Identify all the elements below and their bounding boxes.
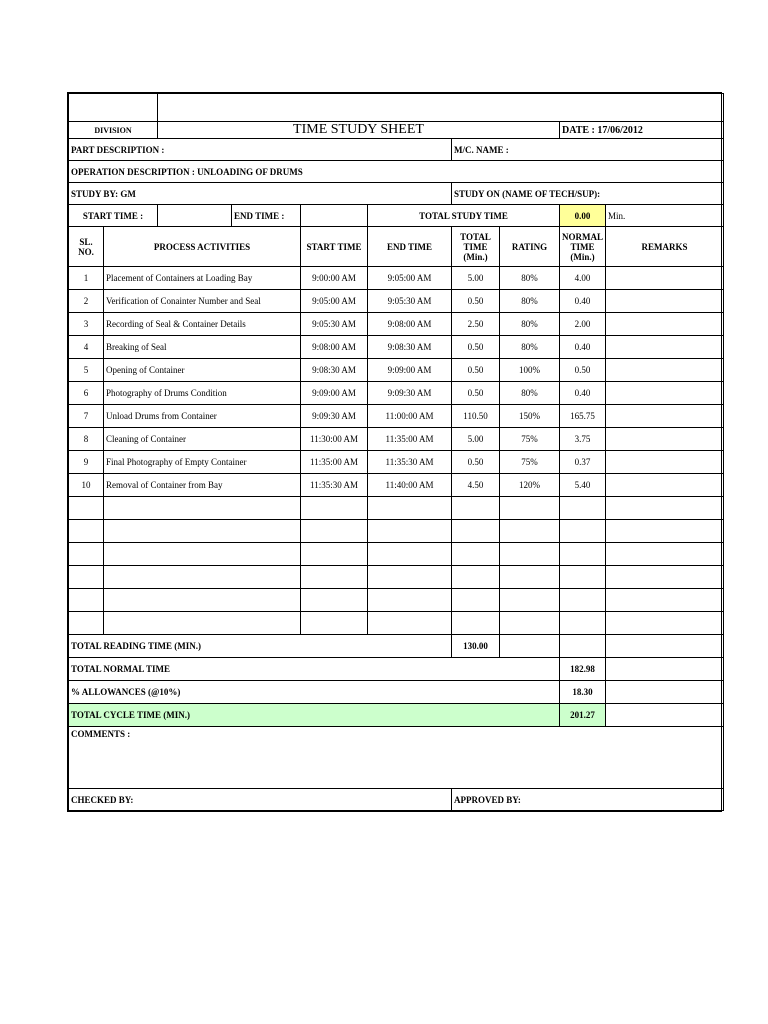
row-start: 11:35:30 AM — [301, 474, 368, 497]
start-time-value — [158, 205, 232, 227]
row-remarks — [606, 313, 724, 336]
row-total: 4.50 — [452, 474, 500, 497]
row-start: 9:00:00 AM — [301, 267, 368, 290]
row-normal: 165.75 — [560, 405, 606, 428]
column-header-row — [69, 227, 724, 267]
row-activity: Final Photography of Empty Container — [104, 451, 301, 474]
row-normal: 0.40 — [560, 290, 606, 313]
row-activity: Verification of Conainter Number and Seal — [104, 290, 301, 313]
row-normal: 4.00 — [560, 267, 606, 290]
row-start: 11:30:00 AM — [301, 428, 368, 451]
row-rating: 100% — [500, 359, 560, 382]
table-row — [69, 405, 724, 428]
row-sl: 5 — [69, 359, 104, 382]
comments-field: COMMENTS : — [69, 727, 724, 789]
allowance-value: 18.30 — [560, 681, 606, 704]
row-remarks — [606, 336, 724, 359]
row-remarks — [606, 359, 724, 382]
total-normal-row — [69, 658, 724, 681]
row-sl: 4 — [69, 336, 104, 359]
row-normal: 2.00 — [560, 313, 606, 336]
row-sl: 2 — [69, 290, 104, 313]
row-normal: 0.37 — [560, 451, 606, 474]
cycle-time-label: TOTAL CYCLE TIME (MIN.) — [69, 704, 560, 727]
row-sl: 6 — [69, 382, 104, 405]
col-start: START TIME — [301, 227, 368, 267]
study-by: STUDY BY: GM — [69, 183, 452, 205]
row-start: 9:05:30 AM — [301, 313, 368, 336]
row-normal: 5.40 — [560, 474, 606, 497]
empty-row — [69, 589, 724, 612]
total-study-time-unit: Min. — [606, 205, 724, 227]
row-end: 11:35:30 AM — [368, 451, 452, 474]
table-row — [69, 451, 724, 474]
row-start: 9:05:00 AM — [301, 290, 368, 313]
empty-row — [69, 520, 724, 543]
row-sl: 3 — [69, 313, 104, 336]
row-total: 0.50 — [452, 451, 500, 474]
row-sl: 9 — [69, 451, 104, 474]
col-rating: RATING — [500, 227, 560, 267]
row-remarks — [606, 290, 724, 313]
total-reading-label: TOTAL READING TIME (MIN.) — [69, 635, 452, 658]
col-process: PROCESS ACTIVITIES — [104, 227, 301, 267]
end-time-label: END TIME : — [232, 205, 301, 227]
row-rating: 75% — [500, 428, 560, 451]
row-remarks — [606, 451, 724, 474]
row-remarks — [606, 382, 724, 405]
row-end: 11:00:00 AM — [368, 405, 452, 428]
part-description: PART DESCRIPTION : — [69, 139, 452, 161]
cycle-time-value: 201.27 — [560, 704, 606, 727]
row-end: 11:40:00 AM — [368, 474, 452, 497]
row-activity: Cleaning of Container — [104, 428, 301, 451]
row-sl: 10 — [69, 474, 104, 497]
row-remarks — [606, 474, 724, 497]
row-end: 11:35:00 AM — [368, 428, 452, 451]
table-row — [69, 267, 724, 290]
row-end: 9:09:30 AM — [368, 382, 452, 405]
cycle-time-row — [69, 704, 724, 727]
table-row — [69, 382, 724, 405]
row-remarks — [606, 405, 724, 428]
row-remarks — [606, 428, 724, 451]
row-sl: 7 — [69, 405, 104, 428]
row-rating: 80% — [500, 290, 560, 313]
row-normal: 0.40 — [560, 382, 606, 405]
division-label: DIVISION — [69, 122, 158, 139]
row-end: 9:09:00 AM — [368, 359, 452, 382]
row-start: 9:08:00 AM — [301, 336, 368, 359]
empty-row — [69, 497, 724, 520]
row-sl: 8 — [69, 428, 104, 451]
checked-by: CHECKED BY: — [69, 789, 452, 811]
start-time-label: START TIME : — [69, 205, 158, 227]
table-row — [69, 336, 724, 359]
col-remarks: REMARKS — [606, 227, 724, 267]
row-end: 9:05:30 AM — [368, 290, 452, 313]
row-total: 0.50 — [452, 382, 500, 405]
study-on: STUDY ON (NAME OF TECH/SUP): — [452, 183, 724, 205]
row-sl: 1 — [69, 267, 104, 290]
date-label: DATE : — [562, 124, 595, 136]
time-study-sheet — [67, 92, 722, 812]
row-remarks — [606, 267, 724, 290]
row-rating: 80% — [500, 336, 560, 359]
allowance-row — [69, 681, 724, 704]
row-activity: Breaking of Seal — [104, 336, 301, 359]
col-normal: NORMAL TIME (Min.) — [560, 227, 606, 267]
date-value: 17/06/2012 — [597, 124, 643, 136]
table-row — [69, 428, 724, 451]
date-field — [560, 122, 724, 139]
row-rating: 80% — [500, 313, 560, 336]
mc-name: M/C. NAME : — [452, 139, 724, 161]
empty-row — [69, 612, 724, 635]
row-total: 5.00 — [452, 267, 500, 290]
table-row — [69, 290, 724, 313]
row-total: 0.50 — [452, 290, 500, 313]
row-activity: Placement of Containers at Loading Bay — [104, 267, 301, 290]
total-normal-value: 182.98 — [560, 658, 606, 681]
total-reading-value: 130.00 — [452, 635, 500, 658]
row-start: 9:09:00 AM — [301, 382, 368, 405]
row-rating: 80% — [500, 382, 560, 405]
row-start: 11:35:00 AM — [301, 451, 368, 474]
empty-row — [69, 566, 724, 589]
row-end: 9:08:30 AM — [368, 336, 452, 359]
col-end: END TIME — [368, 227, 452, 267]
row-activity: Recording of Seal & Container Details — [104, 313, 301, 336]
row-rating: 120% — [500, 474, 560, 497]
row-total: 5.00 — [452, 428, 500, 451]
row-rating: 75% — [500, 451, 560, 474]
col-total: TOTAL TIME (Min.) — [452, 227, 500, 267]
row-rating: 80% — [500, 267, 560, 290]
row-normal: 3.75 — [560, 428, 606, 451]
page-title: TIME STUDY SHEET — [158, 122, 560, 139]
row-start: 9:08:30 AM — [301, 359, 368, 382]
row-end: 9:05:00 AM — [368, 267, 452, 290]
row-total: 0.50 — [452, 336, 500, 359]
table-row — [69, 359, 724, 382]
col-sl-no: SL. NO. — [69, 227, 104, 267]
row-total: 110.50 — [452, 405, 500, 428]
title-blank — [158, 94, 724, 122]
row-activity: Unload Drums from Container — [104, 405, 301, 428]
allowance-label: % ALLOWANCES (@10%) — [69, 681, 560, 704]
total-study-time-label: TOTAL STUDY TIME — [368, 205, 560, 227]
row-normal: 0.50 — [560, 359, 606, 382]
row-start: 9:09:30 AM — [301, 405, 368, 428]
row-total: 2.50 — [452, 313, 500, 336]
row-normal: 0.40 — [560, 336, 606, 359]
row-rating: 150% — [500, 405, 560, 428]
row-end: 9:08:00 AM — [368, 313, 452, 336]
table-row — [69, 313, 724, 336]
operation-description: OPERATION DESCRIPTION : UNLOADING OF DRUMS — [69, 161, 724, 183]
division-blank — [69, 94, 158, 122]
time-study-table — [68, 93, 724, 811]
row-total: 0.50 — [452, 359, 500, 382]
row-activity: Removal of Container from Bay — [104, 474, 301, 497]
table-row — [69, 474, 724, 497]
empty-row — [69, 543, 724, 566]
total-normal-label: TOTAL NORMAL TIME — [69, 658, 560, 681]
row-activity: Photography of Drums Condition — [104, 382, 301, 405]
total-study-time-value: 0.00 — [560, 205, 606, 227]
end-time-value — [301, 205, 368, 227]
total-reading-row — [69, 635, 724, 658]
row-activity: Opening of Container — [104, 359, 301, 382]
approved-by: APPROVED BY: — [452, 789, 724, 811]
